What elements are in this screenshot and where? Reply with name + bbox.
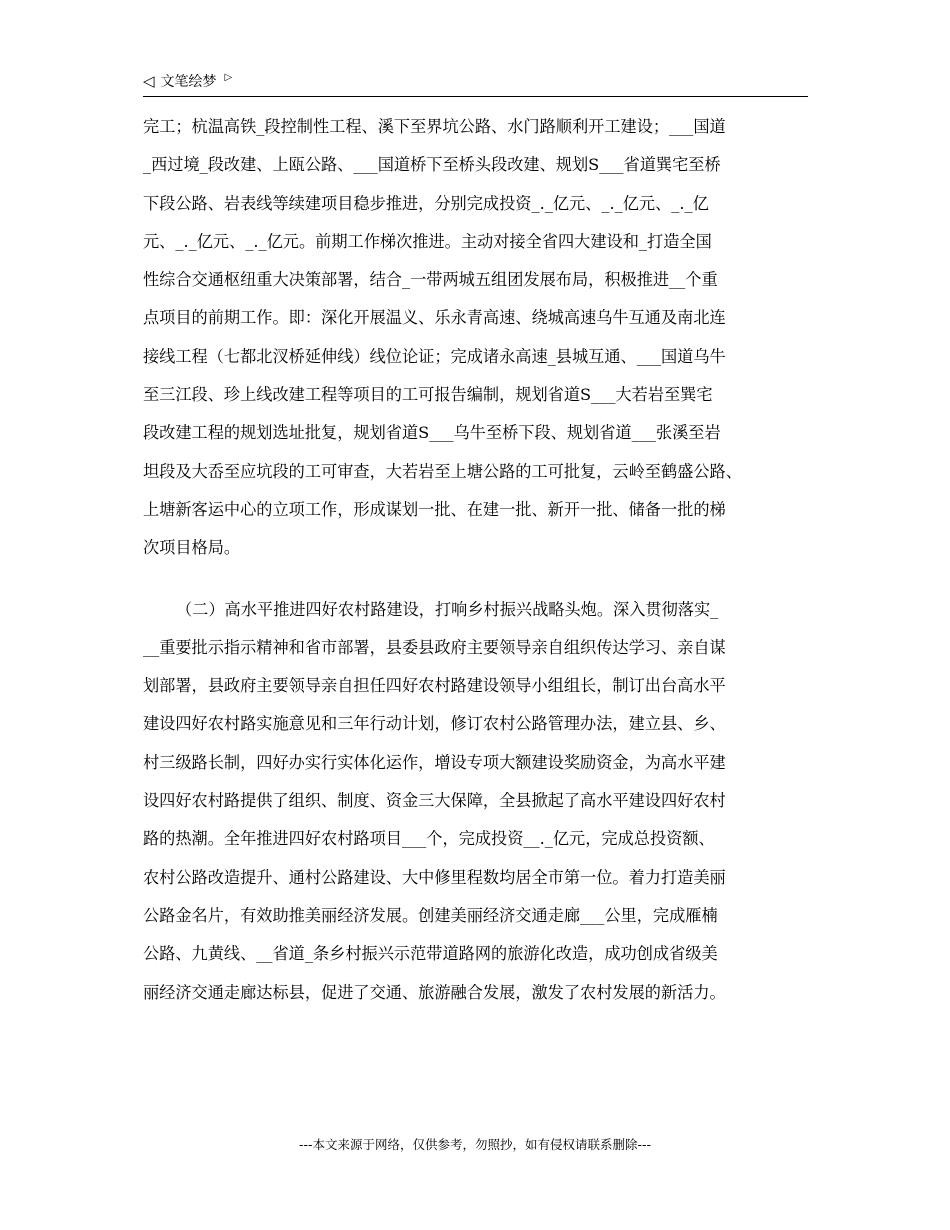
text-line: 农村公路改造提升、通村公路建设、大中修里程数均居全市第一位。着力打造美丽 (143, 867, 726, 887)
header-title: 文笔绘梦 (160, 74, 217, 90)
footer-disclaimer: ---本文来源于网络，仅供参考，勿照抄，如有侵权请联系删除--- (298, 1137, 652, 1152)
text-line: 点项目的前期工作。即：深化开展温义、乐永青高速、绕城高速乌牛互通及南北连 (143, 308, 726, 328)
text-line: __重要批示指示精神和省市部署，县委县政府主要领导亲自组织传达学习、亲自谋 (143, 637, 726, 657)
text-line: 路的热潮。全年推进四好农村路项目___个，完成投资__._亿元，完成总投资额、 (143, 829, 715, 849)
text-line: 接线工程（七都北汊桥延伸线）线位论证；完成诸永高速_县城互通、___国道乌牛 (143, 346, 726, 366)
text-line: _西过境_段改建、上瓯公路、___国道桥下至桥头段改建、规划S___省道巽宅至桥 (143, 155, 721, 175)
text-line: 划部署，县政府主要领导亲自担任四好农村路建设领导小组组长，制订出台高水平 (143, 676, 726, 696)
text-line: 次项目格局。 (143, 538, 241, 558)
paragraph-spacer (143, 568, 828, 591)
text-line: 段改建工程的规划选址批复，规划省道S___乌牛至桥下段、规划省道___张溪至岩 (143, 423, 721, 443)
text-line: 至三江段、珍上线改建工程等项目的工可报告编制，规划省道S___大若岩至巽宅 (143, 385, 713, 405)
text-line: 村三级路长制，四好办实行实体化运作，增设专项大额建设奖励资金，为高水平建 (143, 752, 726, 772)
text-line: 下段公路、岩表线等续建项目稳步推进，分别完成投资_._亿元、_._亿元、_._亿 (143, 193, 709, 213)
header-divider (143, 96, 808, 97)
right-triangle-icon: ▷ (224, 72, 233, 83)
text-line: 建设四好农村路实施意见和三年行动计划，修订农村公路管理办法，建立县、乡、 (143, 714, 726, 734)
text-line: 元、_._亿元、_._亿元。前期工作梯次推进。主动对接全省四大建设和_打造全国 (143, 231, 712, 251)
text-line: 上塘新客运中心的立项工作，形成谋划一批、在建一批、新开一批、储备一批的梯 (143, 499, 726, 519)
text-line: 性综合交通枢纽重大决策部署，结合_一带两城五组团发展布局，积极推进__个重 (143, 270, 718, 290)
text-line: （二）高水平推进四好农村路建设，打响乡村振兴战略头炮。深入贯彻落实_ (176, 599, 719, 619)
paragraph-1 (143, 108, 828, 568)
left-triangle-icon: ◁ (143, 71, 155, 90)
paragraph-2 (143, 591, 828, 1012)
text-line: 公路金名片，有效助推美丽经济发展。创建美丽经济交通走廊___公里，完成雁楠 (143, 905, 718, 925)
document-body (143, 108, 828, 1012)
text-line: 坦段及大岙至应坑段的工可审查，大若岩至上塘公路的工可批复，云岭至鹤盛公路、 (143, 461, 742, 481)
text-line: 完工；杭温高铁_段控制性工程、溪下至界坑公路、水门路顺利开工建设；___国道 (143, 117, 726, 136)
document-header (143, 70, 232, 92)
text-line: 公路、九黄线、__省道_条乡村振兴示范带道路网的旅游化改造，成功创成省级美 (143, 944, 718, 964)
text-line: 设四好农村路提供了组织、制度、资金三大保障，全县掀起了高水平建设四好农村 (143, 791, 726, 811)
text-line: 丽经济交通走廊达标县，促进了交通、旅游融合发展，激发了农村发展的新活力。 (143, 982, 726, 1002)
